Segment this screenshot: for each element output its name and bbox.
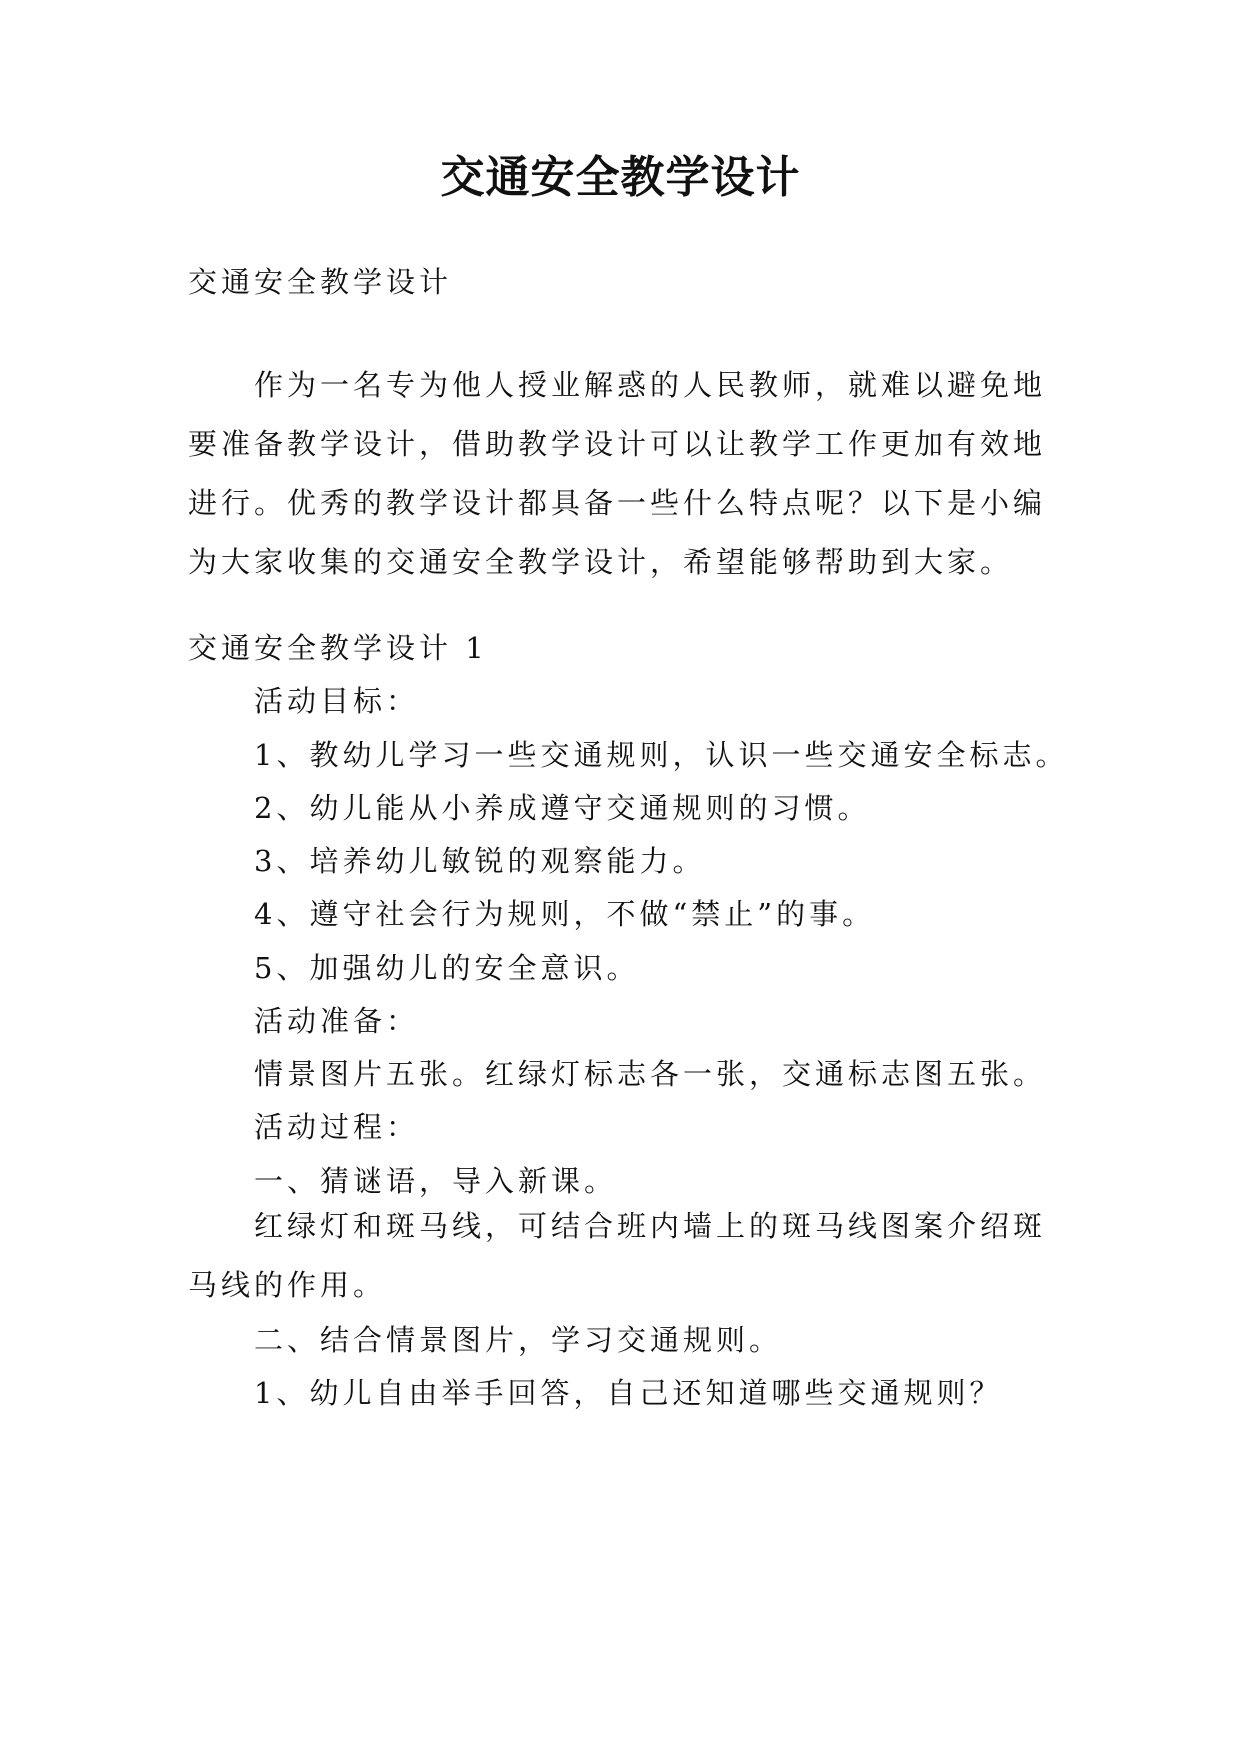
objective-item-1: 1、教幼儿学习一些交通规则，认识一些交通安全标志。 — [254, 738, 1069, 772]
section-heading: 交通安全教学设计 1 — [188, 631, 488, 665]
step1-paragraph: 红绿灯和斑马线，可结合班内墙上的斑马线图案介绍斑马线的作用。 — [188, 1209, 1047, 1302]
objective-item-2: 2、幼儿能从小养成遵守交通规则的习惯。 — [254, 791, 871, 825]
document-title: 交通安全教学设计 — [440, 152, 801, 203]
objective-item-4: 4、遵守社会行为规则，不做“禁止”的事。 — [254, 897, 876, 931]
step2-heading: 二、结合情景图片，学习交通规则。 — [254, 1323, 783, 1357]
step1-heading: 一、猜谜语，导入新课。 — [254, 1164, 618, 1198]
objective-item-3: 3、培养幼儿敏锐的观察能力。 — [254, 844, 706, 878]
objectives-heading: 活动目标： — [254, 684, 420, 718]
objective-item-5: 5、加强幼儿的安全意识。 — [254, 951, 640, 985]
preparation-text: 情景图片五张。红绿灯标志各一张，交通标志图五张。 — [254, 1057, 1047, 1091]
intro-paragraph: 作为一名专为他人授业解惑的人民教师，就难以避免地要准备教学设计，借助教学设计可以让教学工作更加有效地进行。优秀的教学设计都具备一些什么特点呢？以下是小编为大家收集的交通安全教学设计，希望能够帮助到大家。 — [188, 368, 1047, 579]
process-heading: 活动过程： — [254, 1110, 420, 1144]
preparation-heading: 活动准备： — [254, 1004, 420, 1038]
document-subtitle: 交通安全教学设计 — [188, 265, 453, 299]
step2-item-1: 1、幼儿自由举手回答，自己还知道哪些交通规则？ — [254, 1376, 1003, 1410]
